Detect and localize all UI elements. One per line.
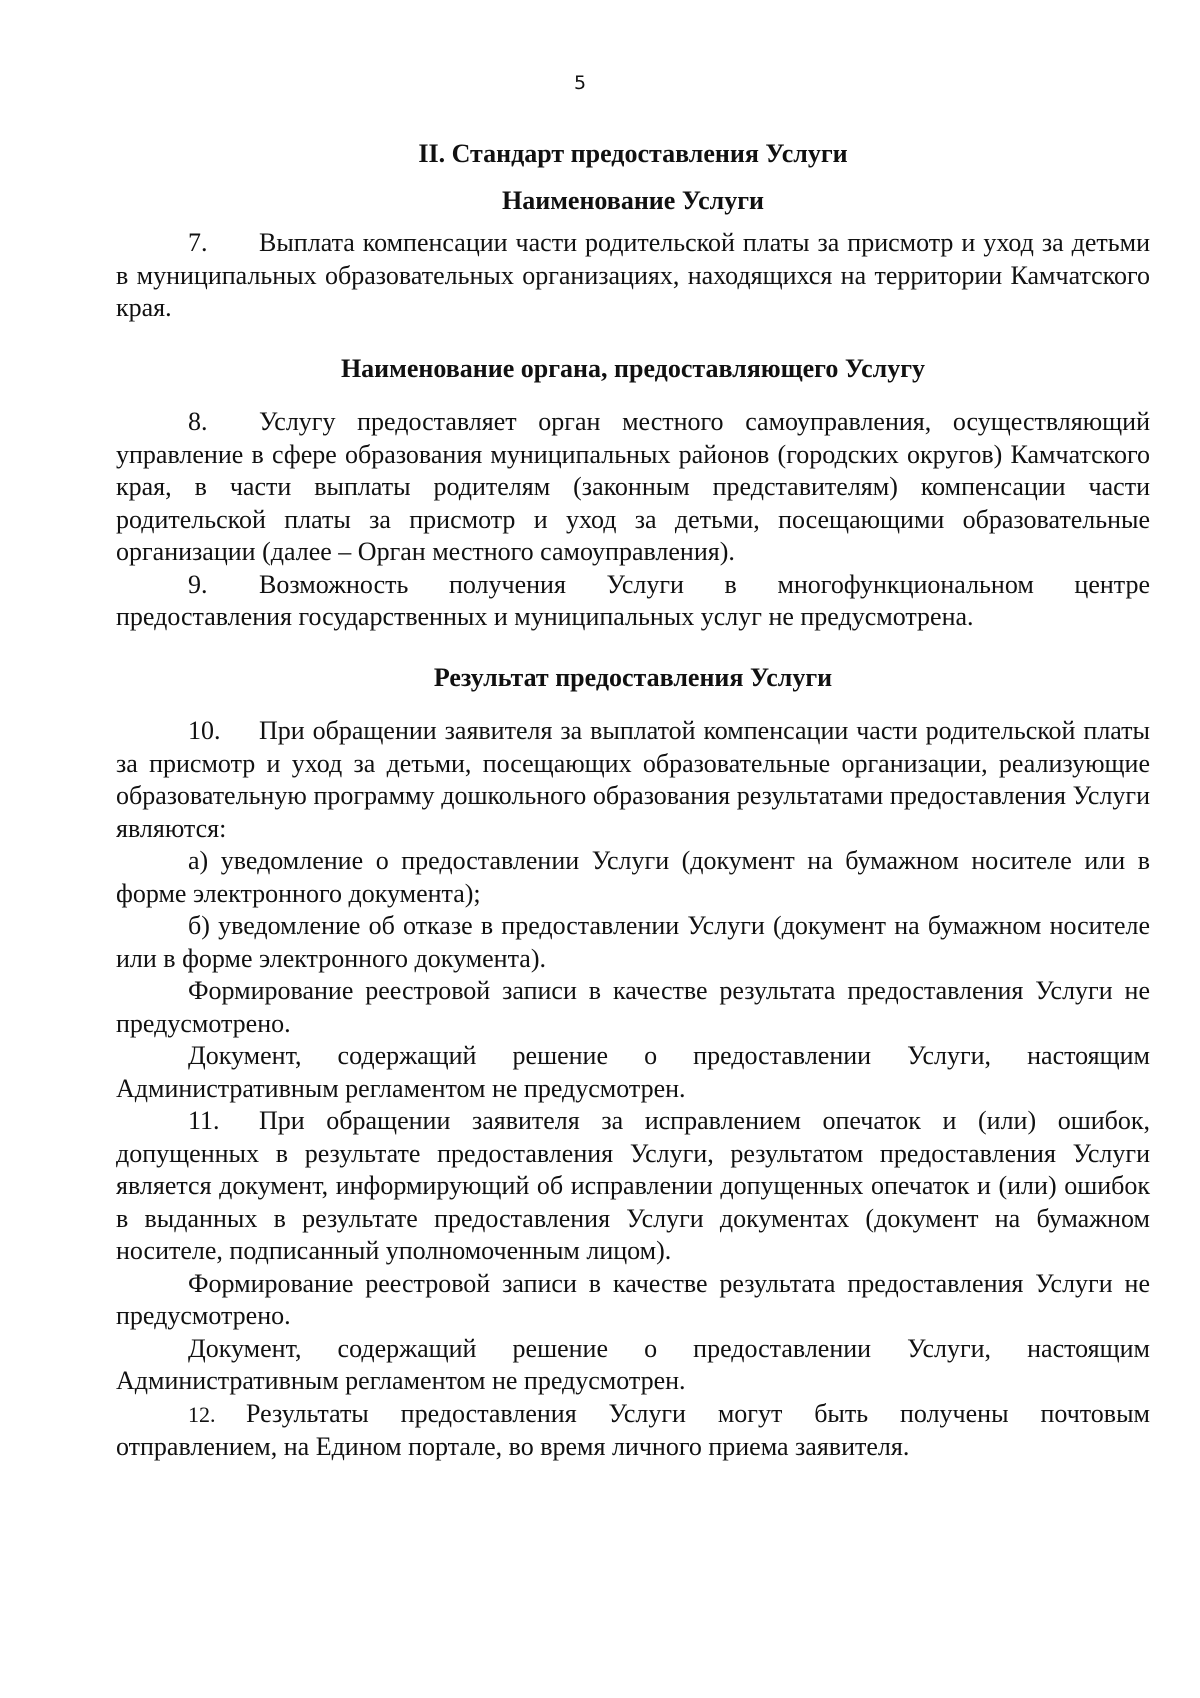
result-heading: Результат предоставления Услуги: [433, 662, 833, 692]
paragraph-number: 8.: [188, 407, 208, 436]
document-body: [116, 138, 1150, 1464]
paragraph-9: [116, 569, 1150, 634]
paragraph-7: [116, 227, 1150, 325]
paragraph-10: [116, 715, 1150, 845]
paragraph-number: 12.: [188, 1401, 216, 1427]
paragraph-number: 10.: [188, 716, 221, 745]
paragraph-11: [116, 1105, 1150, 1268]
service-name-heading: Наименование Услуги: [501, 185, 765, 215]
paragraph-10-a: а) уведомление о предоставлении Услуги (документ на бумажном носителе или в форме электронного документа);: [116, 846, 1150, 908]
page-number: 5: [573, 72, 587, 94]
paragraph-text: Результаты предоставления Услуги могут быть получены почтовым отправлением, на Едином портале, во время личного приема заявителя.: [116, 1398, 1150, 1461]
paragraph-10-c: Формирование реестровой записи в качестве результата предоставления Услуги не предусмотрено.: [116, 976, 1150, 1038]
paragraph-text: Выплата компенсации части родительской платы за присмотр и уход за детьми в муниципальных образовательных организациях, находящихся на территории Камчатского края.: [116, 228, 1150, 322]
paragraph-8: [116, 406, 1150, 569]
paragraph-11-a: Формирование реестровой записи в качестве результата предоставления Услуги не предусмотрено.: [116, 1268, 1150, 1330]
paragraph-12: [116, 1398, 1150, 1464]
paragraph-10-b: б) уведомление об отказе в предоставлении Услуги (документ на бумажном носителе или в форме электронного документа).: [116, 911, 1150, 973]
authority-heading: Наименование органа, предоставляющего Услугу: [340, 353, 926, 383]
paragraph-text: Услугу предоставляет орган местного самоуправления, осуществляющий управление в сфере образования муниципальных районов (городских округов) Камчатского края, в части выплаты родителям (законным представителям) компенсации части родительской платы за присмотр и уход за детьми, посещающими образовательные организации (далее – Орган местного самоуправления).: [116, 407, 1150, 566]
paragraph-number: 11.: [188, 1106, 220, 1135]
paragraph-number: 9.: [188, 569, 208, 599]
paragraph-number: 7.: [188, 228, 208, 257]
paragraph-text: При обращении заявителя за выплатой компенсации части родительской платы за присмотр и уход за детьми, посещающих образовательные организации, реализующие образовательную программу дошкольного образования результатами предоставления Услуги являются:: [116, 716, 1150, 843]
paragraph-10-d: Документ, содержащий решение о предоставлении Услуги, настоящим Административным регламентом не предусмотрен.: [116, 1041, 1150, 1103]
section-title: II. Стандарт предоставления Услуги: [418, 139, 848, 168]
paragraph-text: При обращении заявителя за исправлением опечаток и (или) ошибок, допущенных в результате предоставления Услуги, результатом предоставления Услуги является документ, информирующий об исправлении допущенных опечаток и (или) ошибок в выданных в результате предоставления Услуги документах (документ на бумажном носителе, подписанный уполномоченным лицом).: [116, 1106, 1150, 1265]
paragraph-11-b: Документ, содержащий решение о предоставлении Услуги, настоящим Административным регламентом не предусмотрен.: [116, 1333, 1150, 1395]
paragraph-text: Возможность получения Услуги в многофункциональном центре предоставления государственных и муниципальных услуг не предусмотрена.: [116, 569, 1150, 631]
